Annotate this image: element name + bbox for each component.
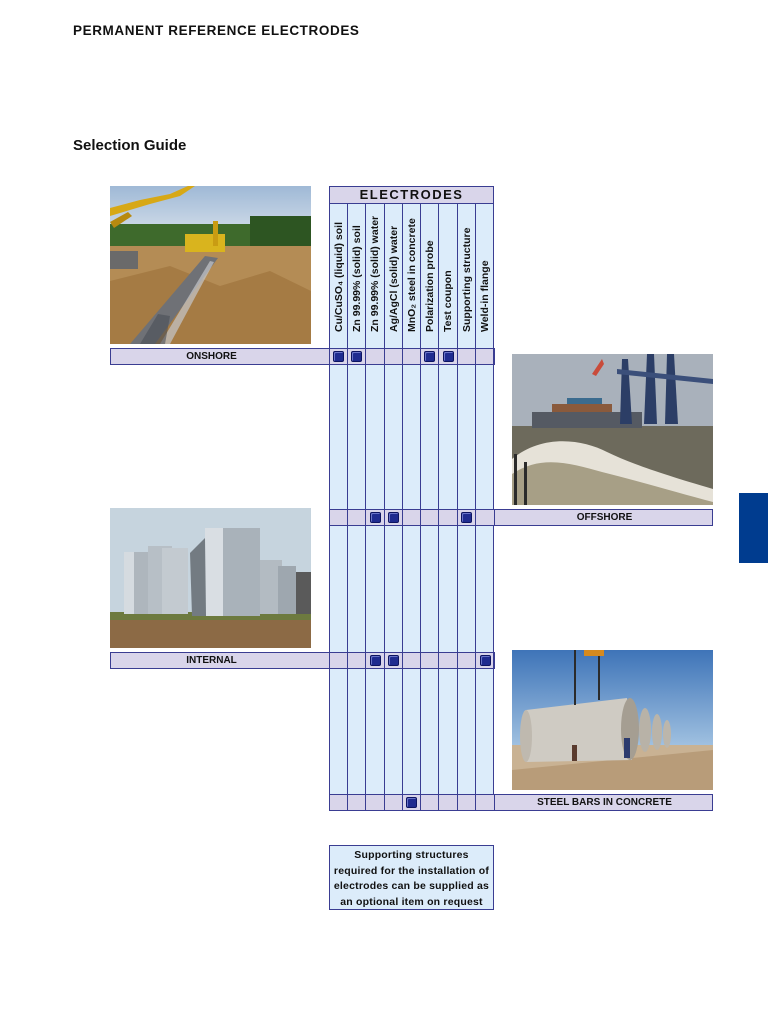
cell-divider [420,509,421,526]
cell-divider [365,509,366,526]
cell-divider [365,652,366,669]
cell-divider [475,348,476,365]
cell-divider [347,652,348,669]
row-label: STEEL BARS IN CONCRETE [537,797,672,808]
selection-mark [461,512,472,523]
selection-mark [424,351,435,362]
cell-divider [438,652,439,669]
row-label: INTERNAL [186,655,237,666]
section-title: Selection Guide [73,137,187,154]
row-label: OFFSHORE [576,512,633,523]
selection-mark [388,512,399,523]
cell-divider [438,348,439,365]
cell-divider [329,794,330,811]
cell-divider [347,348,348,365]
selection-mark [351,351,362,362]
cell-divider [402,652,403,669]
concrete-photo [512,650,713,790]
cell-divider [457,794,458,811]
column-label: Zn 99.99% (solid) water [369,215,381,332]
selection-mark [480,655,491,666]
cell-divider [384,348,385,365]
row-onshore [110,348,494,365]
cell-divider [384,652,385,669]
row-steel-bars [329,794,713,811]
cell-divider [475,652,476,669]
cell-divider [494,794,495,811]
cell-divider [420,794,421,811]
offshore-photo [512,354,713,505]
internal-photo [110,508,311,648]
selection-mark [406,797,417,808]
cell-divider [402,348,403,365]
row-internal [110,652,494,669]
cell-divider [494,509,495,526]
cell-divider [365,794,366,811]
row-offshore [329,509,713,526]
cell-divider [420,348,421,365]
cell-divider [494,348,495,365]
selection-mark [370,655,381,666]
column-label: Ag/AgCl (solid) water [388,225,400,332]
electrodes-heading: ELECTRODES [329,186,494,204]
cell-divider [384,509,385,526]
cell-divider [457,509,458,526]
selection-mark [333,351,344,362]
cell-divider [402,794,403,811]
row-label: ONSHORE [186,351,237,362]
cell-divider [438,794,439,811]
cell-divider [457,348,458,365]
column-label: MnO₂ steel in concrete [406,218,418,332]
selection-mark [370,512,381,523]
selection-mark [443,351,454,362]
cell-divider [420,652,421,669]
cell-divider [329,348,330,365]
cell-divider [347,794,348,811]
side-tab [739,493,768,563]
cell-divider [438,509,439,526]
cell-divider [384,794,385,811]
cell-divider [329,509,330,526]
column-label: Polarization probe [424,240,436,332]
cell-divider [402,509,403,526]
cell-divider [347,509,348,526]
column-label: Zn 99.99% (solid) soil [351,225,363,332]
page-title: PERMANENT REFERENCE ELECTRODES [73,23,360,38]
supporting-structures-note: Supporting structures required for the installation of electrodes can be supplied as an optional item on request [329,845,494,910]
cell-divider [494,652,495,669]
column-label: Weld-in flange [479,260,491,332]
cell-divider [475,794,476,811]
column-label: Cu/CuSO₄ (liquid) soil [333,222,345,332]
selection-mark [388,655,399,666]
column-label: Supporting structure [461,227,473,332]
onshore-photo [110,186,311,344]
cell-divider [365,348,366,365]
column-label: Test coupon [442,270,454,332]
cell-divider [329,652,330,669]
cell-divider [457,652,458,669]
cell-divider [475,509,476,526]
